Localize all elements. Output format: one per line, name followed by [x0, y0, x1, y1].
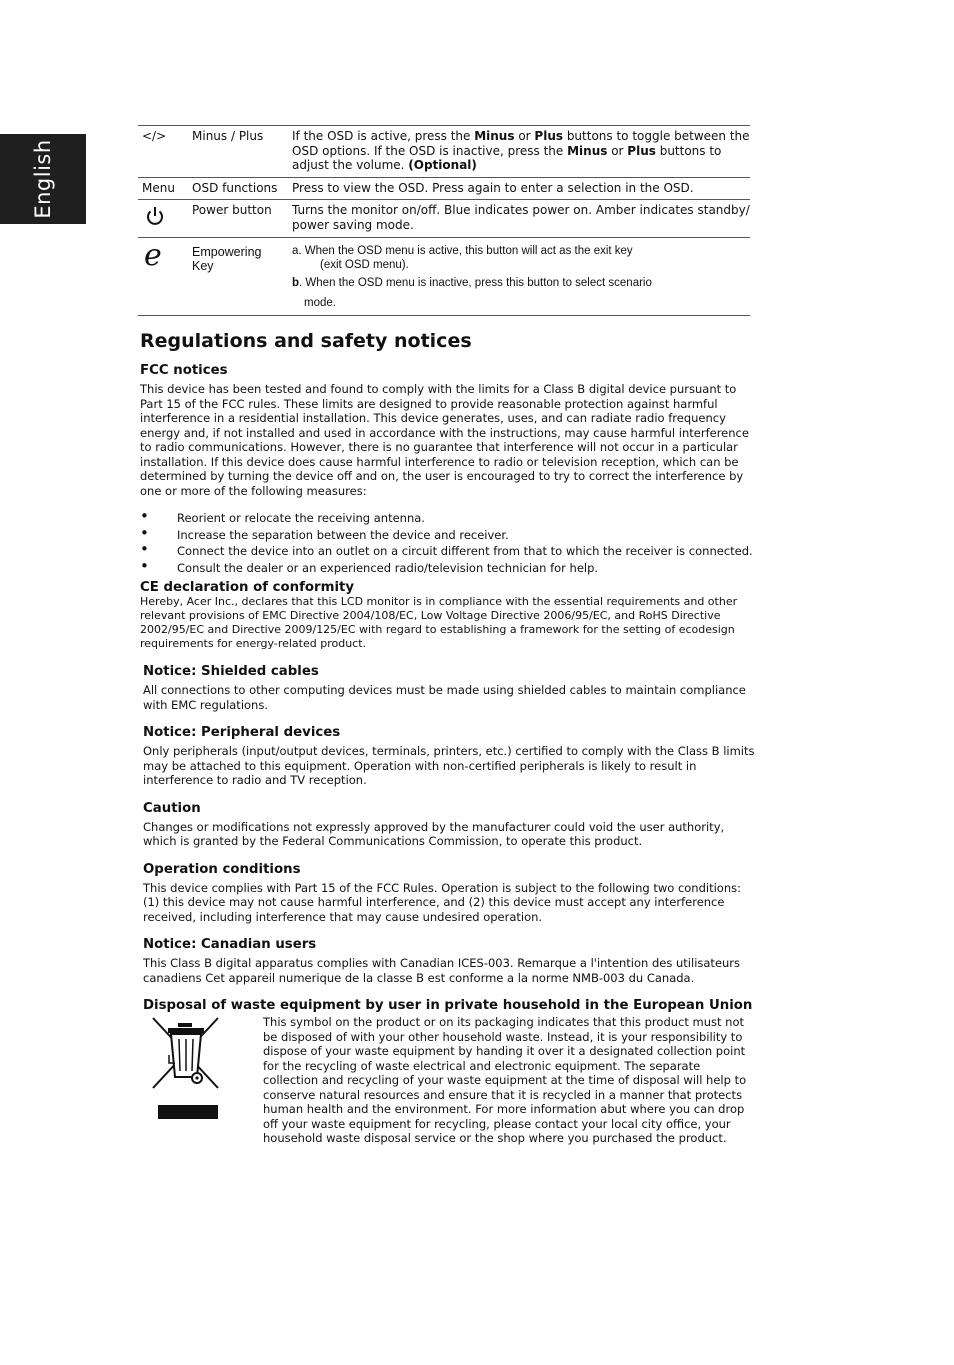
weee-bin-icon	[143, 1015, 263, 1125]
power-icon	[138, 200, 192, 238]
control-description: a. When the OSD menu is active, this button will act as the exit key (exit OSD menu). b. When the OSD menu is inactive, press this button to select scenario mode.	[292, 244, 652, 309]
ce-heading: CE declaration of conformity	[140, 580, 355, 595]
control-description: Press to view the OSD. Press again to enter a selection in the OSD.	[292, 180, 694, 195]
caution-section	[140, 801, 756, 849]
menu-label: Menu	[142, 180, 175, 195]
canadian-section	[140, 937, 756, 985]
canadian-body: This Class B digital apparatus complies with Canadian ICES-003. Remarque a l'intention des utilisateurs canadiens Cet appareil numerique de la classe B est conforme a la norme NMB-003 du Canada.	[143, 956, 741, 985]
language-tab	[0, 134, 86, 224]
list-item: • Connect the device into an outlet on a circuit different from that to which the receiver is connected.	[140, 543, 756, 560]
operation-section	[140, 862, 756, 925]
disposal-heading: Disposal of waste equipment by user in private household in the European Union	[143, 998, 753, 1013]
fcc-measures-list	[140, 510, 756, 576]
control-row-power	[138, 200, 750, 238]
regulations-section	[140, 330, 756, 1146]
operation-heading: Operation conditions	[143, 861, 301, 877]
caution-body: Changes or modifications not expressly approved by the manufacturer could void the user authority, which is granted by the Federal Communications Commission, to operate this product.	[143, 819, 725, 848]
disposal-section	[140, 998, 756, 1146]
control-name: Empowering Key	[192, 244, 262, 273]
operation-body: This device complies with Part 15 of the FCC Rules. Operation is subject to the following two conditions: (1) this device may not cause harmful interference, and (2) this device must accept any interference received, including interference that may cause undesired operation.	[143, 880, 741, 924]
list-item: • Reorient or relocate the receiving antenna.	[140, 510, 756, 527]
caution-heading: Caution	[143, 800, 201, 816]
control-description: Turns the monitor on/off. Blue indicates power on. Amber indicates standby/ power saving mode.	[292, 203, 750, 232]
control-name: Power button	[192, 203, 272, 217]
empowering-e-icon: e	[144, 237, 162, 273]
control-name: Minus / Plus	[192, 129, 264, 143]
language-tab-label: English	[31, 139, 55, 219]
control-row-empowering	[138, 237, 750, 315]
controls-table	[138, 125, 750, 316]
peripheral-heading: Notice: Peripheral devices	[143, 725, 341, 740]
control-description: If the OSD is active, press the Minus or Plus buttons to toggle between the OSD options. If the OSD is inactive, press the Minus or Plus buttons to adjust the volume. (Optional)	[292, 129, 750, 172]
list-item: • Consult the dealer or an experienced radio/television technician for help.	[140, 560, 756, 577]
ce-section	[140, 580, 756, 651]
control-row-minus-plus	[138, 126, 750, 178]
ce-body: Hereby, Acer Inc., declares that this LCD monitor is in compliance with the essential requirements and other relevant provisions of EMC Directive 2004/108/EC, Low Voltage Directive 2006/95/EC, and RoHS Directive 2002/95/EC and Directive 2009/125/EC with regard to establishing a framework for the setting of ecodesign requirements for energy-related product.	[140, 595, 738, 650]
fcc-heading: FCC notices	[140, 363, 228, 378]
peripheral-body: Only peripherals (input/output devices, terminals, printers, etc.) certified to comply with the Class B limits may be attached to this equipment. Operation with non-certified peripherals is likely to result in interference to radio and TV reception.	[143, 744, 755, 787]
control-name: OSD functions	[192, 180, 278, 195]
disposal-body: This symbol on the product or on its packaging indicates that this product must not be disposed of with your other household waste. Instead, it is your responsibility to dispose of your waste equipment by handing it over it a designated collection point for the recycling of waste electrical and electronic equipment. The separate collection and recycling of your waste equipment at the time of disposal will help to conserve natural resources and ensure that it is recycled in a manner that protects human health and the environment. For more information abut where you can drop off your waste equipment for recycling, please contact your local city office, your household waste disposal service or the shop where you purchased the product.	[263, 1015, 747, 1145]
shielded-section	[140, 664, 756, 712]
fcc-body: This device has been tested and found to comply with the limits for a Class B digital device pursuant to Part 15 of the FCC rules. These limits are designed to provide reasonable protection against harmful interference in a residential installation. This device generates, uses, and can radiate radio frequency energy and, if not installed and used in accordance with the instructions, may cause harmful interference to radio communications. However, there is no guarantee that interference will not occur in a particular installation. If this device does cause harmful interference to radio or television reception, which can be determined by turning the device off and on, the user is encouraged to try to correct the interference by one or more of the following measures:	[140, 382, 749, 498]
list-item: • Increase the separation between the device and receiver.	[140, 527, 756, 544]
peripheral-section	[140, 725, 756, 788]
control-row-menu	[138, 177, 750, 200]
minus-plus-icon: </>	[142, 129, 167, 143]
shielded-body: All connections to other computing devices must be made using shielded cables to maintain compliance with EMC regulations.	[143, 683, 746, 712]
page-title: Regulations and safety notices	[140, 330, 472, 352]
canadian-heading: Notice: Canadian users	[143, 937, 317, 952]
shielded-heading: Notice: Shielded cables	[143, 664, 319, 679]
